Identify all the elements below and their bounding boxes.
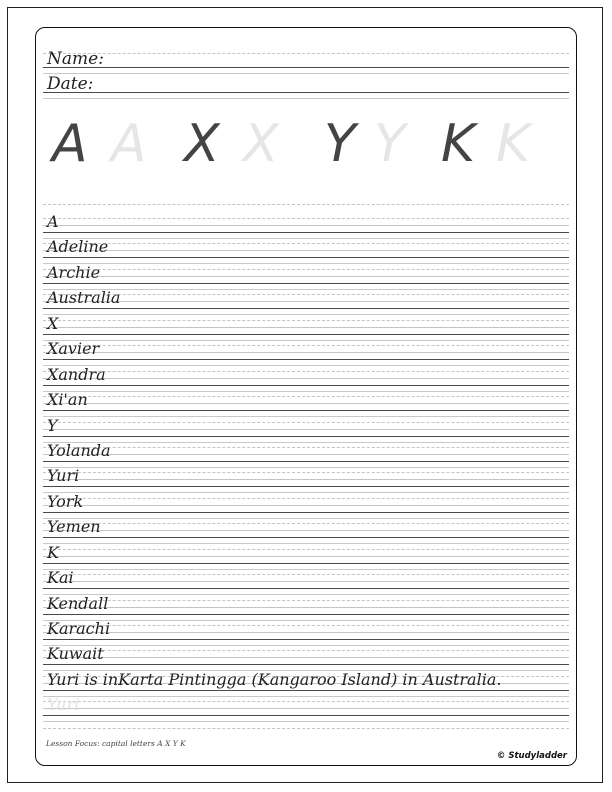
practice-text: Adeline [47, 237, 109, 256]
practice-text: Y [47, 416, 58, 435]
model-letter-y: Y [324, 114, 356, 174]
model-letter-k: K [441, 114, 476, 174]
practice-text: Australia [47, 288, 121, 307]
practice-text: Yolanda [47, 441, 111, 460]
trace-letter-x: X [243, 114, 279, 174]
name-label: Name: [47, 49, 104, 69]
practice-text: Archie [47, 263, 101, 282]
practice-text: Kai [47, 568, 74, 587]
lesson-focus: Lesson Focus: capital letters A X Y K [46, 739, 186, 748]
practice-text: Xi'an [47, 390, 88, 409]
practice-text: York [47, 492, 84, 511]
trace-letter-a: A [111, 114, 147, 174]
practice-text: A [47, 212, 59, 231]
practice-text: X [47, 314, 59, 333]
trace-letter-k: K [496, 114, 531, 174]
practice-text: Kuwait [47, 644, 104, 663]
model-letter-x: X [184, 114, 220, 174]
date-label: Date: [47, 74, 94, 94]
practice-text: K [47, 543, 59, 562]
studyladder-logo: © Studyladder [496, 751, 567, 761]
practice-text: Xandra [47, 365, 106, 384]
handwriting-worksheet [35, 27, 577, 766]
practice-text: Xavier [47, 339, 100, 358]
practice-text: Yemen [47, 517, 101, 536]
practice-text: Kendall [47, 594, 109, 613]
trace-letter-y: Y [374, 114, 406, 174]
letter-model-row [36, 116, 576, 176]
practice-text: Karachi [47, 619, 111, 638]
practice-text: Yuri [47, 466, 80, 485]
model-letter-a: A [52, 114, 88, 174]
practice-sentence: Yuri is inKarta Pintingga (Kangaroo Island) in Australia. [47, 670, 502, 689]
trace-text: Yuri [47, 695, 80, 714]
